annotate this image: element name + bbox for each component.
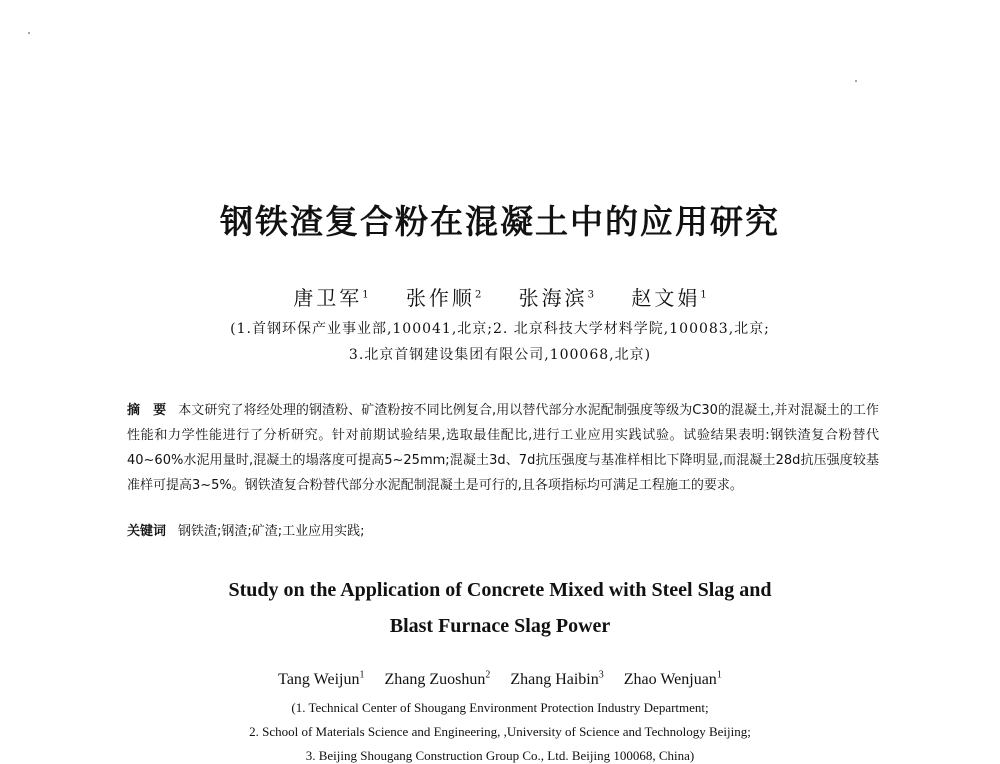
scan-speck (855, 80, 857, 82)
author-en-4 (624, 671, 722, 688)
author-cn-3 (519, 286, 594, 310)
abstract-text: 本文研究了将经处理的钢渣粉、矿渣粉按不同比例复合,用以替代部分水泥配制强度等级为C30的混凝土,并对混凝土的工作性能和力学性能进行了分析研究。针对前期试验结果,选取最佳配比,进行工业应用实践试验。试验结果表明:钢铁渣复合粉替代40~60%水泥用量时,混凝土的塌落度可提高5~25mm;混凝土3d、7d抗压强度与基准样相比下降明显,而混凝土28d抗压强度较基准样可提高3~5%。钢铁渣复合粉替代部分水泥配制混凝土是可行的,且各项指标均可满足工程施工的要求。 (127, 403, 879, 493)
keywords-text: 钢铁渣;钢渣;矿渣;工业应用实践; (178, 524, 365, 539)
author-en-name: Zhang Zuoshun (384, 671, 486, 689)
author-cn-name: 张作顺 (405, 286, 475, 310)
author-en-3 (510, 671, 603, 688)
author-en-name: Zhang Haibin (510, 671, 599, 689)
english-title-line-2: Blast Furnace Slag Power (389, 615, 611, 637)
abstract-label: 摘 要 (127, 403, 167, 418)
english-title (0, 572, 1000, 644)
author-cn-sup: 3 (587, 289, 595, 301)
author-cn-name: 唐卫军 (293, 286, 363, 310)
abstract (127, 398, 879, 498)
author-cn-sup: 1 (362, 289, 369, 301)
english-affiliation-line-2: 2. School of Materials Science and Engineering, ,University of Science and Technology Beijing; (249, 724, 751, 739)
author-cn-sup: 1 (700, 289, 707, 301)
author-cn-name: 赵文娟 (631, 286, 701, 310)
english-affiliation-line-1: (1. Technical Center of Shougang Environment Protection Industry Department; (291, 700, 709, 715)
author-cn-name: 张海滨 (518, 286, 588, 310)
author-en-sup: 1 (359, 670, 365, 681)
author-en-1 (278, 671, 364, 688)
author-en-sup: 1 (716, 670, 722, 681)
author-en-sup: 2 (485, 670, 491, 681)
chinese-authors (0, 282, 1000, 311)
author-en-name: Tang Weijun (278, 671, 360, 689)
author-cn-sup: 2 (474, 289, 482, 301)
english-affiliation-line-3: 3. Beijing Shougang Construction Group Co., Ltd. Beijing 100068, China) (305, 748, 695, 763)
english-title-line-1: Study on the Application of Concrete Mixed with Steel Slag and (228, 579, 772, 601)
chinese-affiliation-line-2: 3.北京首钢建设集团有限公司,100068,北京) (348, 347, 652, 363)
english-authors (0, 670, 1000, 689)
author-cn-4 (631, 286, 706, 310)
author-en-sup: 3 (598, 670, 604, 681)
author-cn-2 (406, 286, 481, 310)
scan-speck (28, 32, 30, 34)
keywords (127, 522, 879, 542)
author-en-2 (384, 671, 490, 688)
chinese-affiliation-line-1: (1.首钢环保产业事业部,100041,北京;2. 北京科技大学材料学院,100083,北京; (230, 321, 770, 337)
chinese-title: 钢铁渣复合粉在混凝土中的应用研究 (220, 202, 780, 241)
author-cn-1 (293, 286, 368, 310)
author-en-name: Zhao Wenjuan (623, 671, 717, 689)
keywords-label: 关键词 (127, 524, 167, 539)
